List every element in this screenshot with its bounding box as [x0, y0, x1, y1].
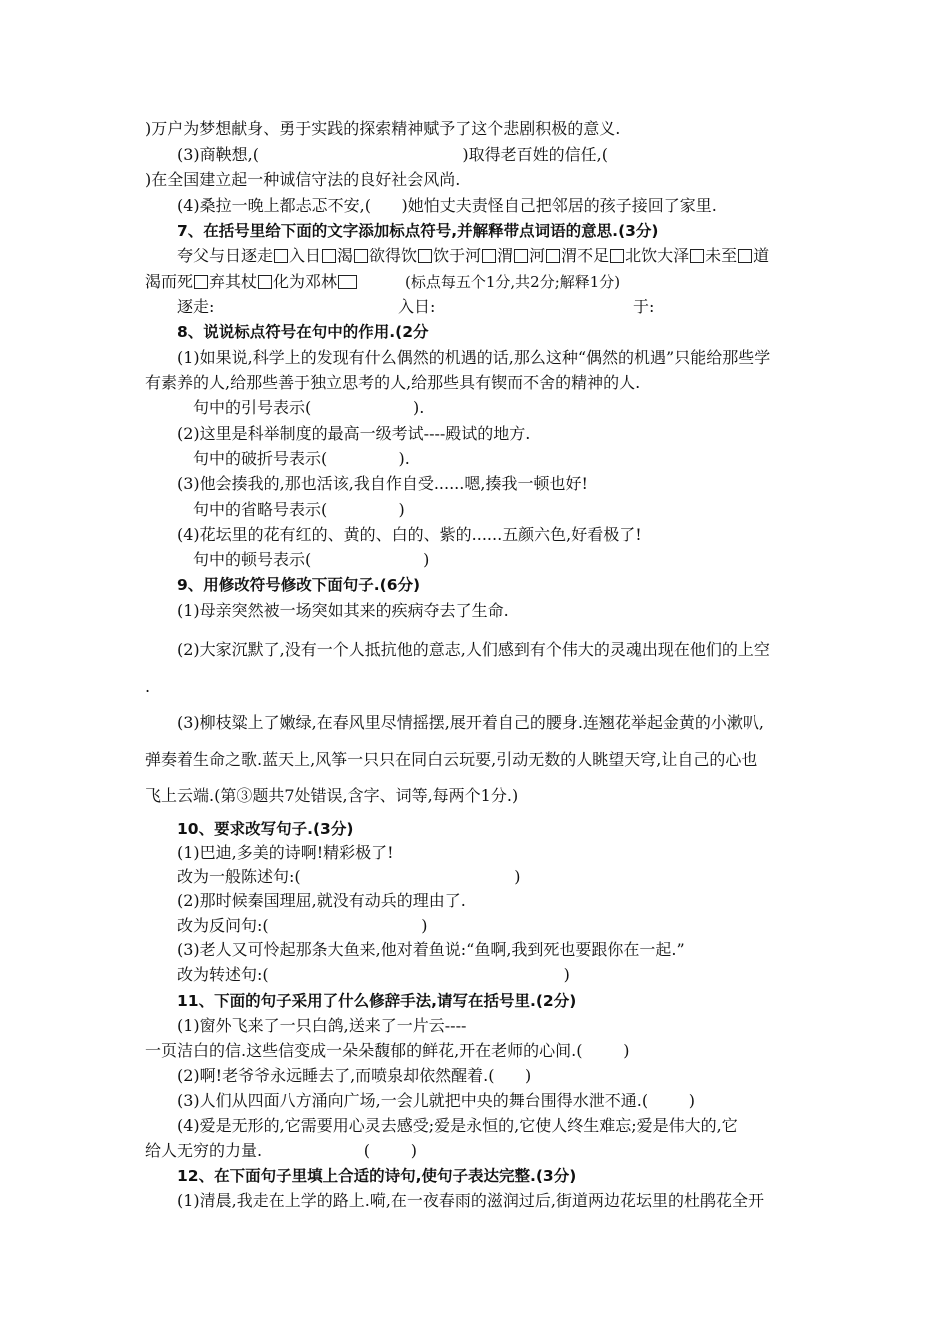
q7-segment: 欲得饮 [369, 246, 418, 265]
q7-segment: 北饮大泽 [625, 246, 690, 265]
answer-blank-line: (2)啊!老爷爷永远睡去了,而喷泉却依然醒着.( ) [177, 1066, 532, 1085]
punctuation-box[interactable] [482, 249, 496, 263]
text-line: (2)这里是科举制度的最高一级考试----殿试的地方. [177, 424, 531, 443]
answer-blank-line: 给人无穷的力量. ( ) [145, 1141, 417, 1160]
punctuation-box[interactable] [546, 249, 560, 263]
text-line: 弹奏着生命之歌.蓝天上,风筝一只只在同白云玩要,引动无数的人眺望天穹,让自己的心也 [145, 750, 758, 769]
text-line: (1)如果说,科学上的发现有什么偶然的机遇的话,那么这种“偶然的机遇”只能给那些学 [177, 348, 771, 367]
punctuation-box[interactable] [738, 249, 752, 263]
text-line: 有素养的人,给那些善于独立思考的人,给那些具有锲而不舍的精神的人. [145, 373, 641, 392]
punctuation-box[interactable] [274, 249, 288, 263]
text-line: )万户为梦想献身、勇于实践的探索精神赋予了这个悲剧积极的意义. [145, 119, 621, 138]
text-line: (1)窗外飞来了一只白鸽,送来了一片云---- [177, 1016, 467, 1035]
q7-segment: 渭不足 [561, 246, 610, 265]
answer-blank-line: 句中的破折号表示( ). [193, 449, 410, 468]
q7-segment: 未至 [705, 246, 738, 265]
q7-segment: 入日 [289, 246, 322, 265]
question-11-heading: 11、下面的句子采用了什么修辞手法,请写在括号里.(2分) [177, 992, 577, 1010]
answer-blank-line: 改为转述句:( ) [177, 965, 570, 984]
question-10-heading: 10、要求改写句子.(3分) [177, 820, 354, 838]
text-line: (2)大家沉默了,没有一个人抵抗他的意志,人们感到有个伟大的灵魂出现在他们的上空 [177, 640, 770, 659]
text-line: (3)柳枝粱上了嫩绿,在春风里尽情摇摆,展开着自己的腰身.连翘花举起金黄的小漱叭, [177, 713, 765, 732]
text-line: (1)清晨,我走在上学的路上.嗬,在一夜春雨的滋润过后,街道两边花坛里的杜鹃花全开 [177, 1191, 765, 1210]
answer-blank-line: 句中的顿号表示( ) [193, 550, 430, 569]
answer-blank-line: 句中的省略号表示( ) [193, 500, 405, 519]
text-line: (4)桑拉一晚上都忐忑不安,( )她怕丈夫责怪自己把邻居的孩子接回了家里. [177, 196, 717, 215]
q7-segment: 渴而死 [145, 272, 194, 291]
q7-answer-label: 于: [633, 297, 655, 316]
q7-segment: 夸父与日逐走 [177, 246, 274, 265]
q7-segment: 饮于河 [433, 246, 482, 265]
question-8-heading: 8、说说标点符号在句中的作用.(2分 [177, 323, 429, 341]
q7-classical-text-cont [145, 272, 358, 292]
punctuation-box[interactable] [418, 249, 432, 263]
punctuation-box[interactable] [258, 275, 272, 289]
q7-segment: 化为邓林 [273, 272, 338, 291]
text-line: (3)他会揍我的,那也活该,我自作自受......嗯,揍我一顿也好! [177, 474, 588, 493]
q7-segment: 道 [753, 246, 770, 265]
answer-blank-line: 一页洁白的信.这些信变成一朵朵馥郁的鲜花,开在老师的心间.( ) [145, 1041, 630, 1060]
punctuation-box[interactable] [610, 249, 624, 263]
answer-blank-line: (3)人们从四面八方涌向广场,一会儿就把中央的舞台围得水泄不通.( ) [177, 1091, 696, 1110]
q7-segment: 弃其杖 [209, 272, 258, 291]
q7-answer-label: 逐走: [177, 297, 215, 316]
question-7-heading: 7、在括号里给下面的文字添加标点符号,并解释带点词语的意思.(3分) [177, 222, 659, 240]
text-line: (1)母亲突然被一场突如其来的疾病夺去了生命. [177, 601, 509, 620]
q7-answer-label: 入日: [398, 297, 436, 316]
text-line: (2)那时候秦国理屈,就没有动兵的理由了. [177, 891, 466, 910]
text-line: (4)花坛里的花有红的、黄的、白的、紫的......五颜六色,好看极了! [177, 525, 642, 544]
question-12-heading: 12、在下面句子里填上合适的诗句,使句子表达完整.(3分) [177, 1167, 577, 1185]
punctuation-box[interactable] [690, 249, 704, 263]
text-line: 飞上云端.(第③题共7处错误,含字、词等,每两个1分.) [145, 786, 519, 805]
q7-segment: 渴 [337, 246, 354, 265]
text-line: (3)商鞅想,( )取得老百姓的信任,( [177, 145, 609, 164]
text-line: . [145, 677, 151, 696]
text-line: )在全国建立起一种诚信守法的良好社会风尚. [145, 170, 461, 189]
q7-classical-text [177, 246, 769, 266]
q7-segment: 河 [529, 246, 546, 265]
text-line: (4)爱是无形的,它需要用心灵去感受;爱是永恒的,它使人终生难忘;爱是伟大的,它 [177, 1116, 738, 1135]
answer-blank-line: 句中的引号表示( ). [193, 398, 425, 417]
answer-blank-line: 改为反问句:( ) [177, 916, 428, 935]
text-line: (3)老人又可怜起那条大鱼来,他对着鱼说:“鱼啊,我到死也要跟你在一起.” [177, 940, 685, 959]
answer-blank-line: 改为一般陈述句:( ) [177, 867, 521, 886]
q7-segment: 渭 [497, 246, 514, 265]
punctuation-box[interactable] [354, 249, 368, 263]
punctuation-box[interactable] [338, 275, 357, 289]
punctuation-box[interactable] [514, 249, 528, 263]
q7-scoring-note: (标点每五个1分,共2分;解释1分) [405, 273, 621, 291]
punctuation-box[interactable] [194, 275, 208, 289]
punctuation-box[interactable] [322, 249, 336, 263]
question-9-heading: 9、用修改符号修改下面句子.(6分) [177, 576, 421, 594]
text-line: (1)巴迪,多美的诗啊!精彩极了! [177, 843, 394, 862]
